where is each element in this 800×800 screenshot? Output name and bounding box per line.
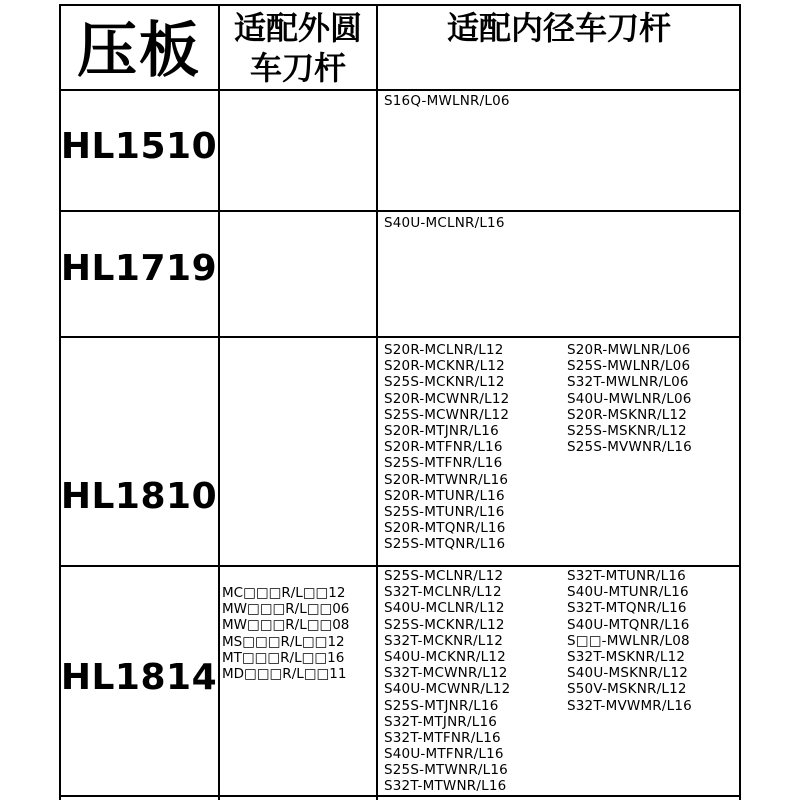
list-item: S20R-MTJNR/L16 [384,422,499,439]
list-item: S40U-MCLNR/L12 [384,600,505,617]
column-divider-1 [218,4,220,800]
model-label: HL1810 [60,476,218,517]
list-item: S32T-MWLNR/L06 [567,374,689,391]
list-item: S25S-MCLNR/L12 [384,568,504,584]
list-item: S20R-MTQNR/L16 [384,520,506,537]
list-item: S40U-MCWNR/L12 [384,681,511,698]
inner-list-left [384,568,510,795]
column-divider-2 [376,4,378,800]
list-item: S25S-MCKNR/L12 [384,616,505,633]
list-item: S40U-MTQNR/L16 [567,616,690,633]
list-item: S50V-MSKNR/L12 [567,681,687,698]
list-item: S25S-MVWNR/L16 [567,439,692,456]
model-label: HL1510 [60,126,218,167]
inner-list-right [567,568,692,714]
list-item: S32T-MTFNR/L16 [384,729,501,746]
list-item: S25S-MCKNR/L12 [384,374,505,391]
header-outer-label [220,8,376,88]
list-item: S32T-MTJNR/L16 [384,713,498,730]
list-item: S20R-MCKNR/L12 [384,358,505,375]
list-item: S40U-MCLNR/L16 [384,215,505,231]
inner-list-left [384,93,510,109]
list-item: MD□□□R/L□□11 [222,665,347,682]
model-label: HL1719 [60,248,218,289]
row-divider-2 [59,336,741,338]
list-item: S20R-MCWNR/L12 [384,390,510,407]
list-item: S32T-MCKNR/L12 [384,632,504,649]
inner-list-left [384,342,509,552]
list-item: S32T-MSKNR/L12 [567,648,686,665]
list-item: S□□-MWLNR/L08 [567,632,690,649]
list-item: S20R-MWLNR/L06 [567,342,691,358]
list-item: S40U-MCKNR/L12 [384,648,506,665]
header-plate-label: 压板 [77,16,201,86]
list-item: MW□□□R/L□□08 [222,617,350,634]
list-item: S20R-MTWNR/L16 [384,471,509,488]
row-divider-4 [59,795,741,797]
list-item: S32T-MCWNR/L12 [384,665,508,682]
list-item: MT□□□R/L□□16 [222,649,345,666]
list-item: S40U-MTUNR/L16 [567,584,689,601]
model-label: HL1814 [60,657,218,698]
header-inner-label: 适配内径车刀杆 [446,9,671,47]
list-item: S32T-MCLNR/L12 [384,584,502,601]
list-item: S20R-MCLNR/L12 [384,342,504,358]
list-item: MS□□□R/L□□12 [222,633,345,650]
list-item: S25S-MTFNR/L16 [384,455,503,472]
list-item: S32T-MTQNR/L16 [567,600,687,617]
inner-list-left [384,215,505,231]
list-item: S25S-MTUNR/L16 [384,503,505,520]
header-outer-label-line2: 车刀杆 [249,49,346,87]
list-item: S25S-MTJNR/L16 [384,697,499,714]
list-item: S25S-MCWNR/L12 [384,406,510,423]
list-item: S32T-MTWNR/L16 [384,778,507,795]
row-divider-1 [59,210,741,212]
row-divider-header [59,89,741,91]
list-item: MW□□□R/L□□06 [222,601,350,618]
inner-list-right [567,342,692,455]
list-item: S20R-MSKNR/L12 [567,406,688,423]
list-item: S25S-MSKNR/L12 [567,422,687,439]
outer-list [222,585,376,682]
list-item: S32T-MTUNR/L16 [567,568,686,584]
list-item: S40U-MTFNR/L16 [384,746,504,763]
list-item: S25S-MTQNR/L16 [384,536,506,553]
row-divider-3 [59,565,741,567]
list-item: S40U-MWLNR/L06 [567,390,692,407]
header-outer-label-line1: 适配外圆 [233,9,362,47]
list-item: MC□□□R/L□□12 [222,585,346,601]
list-item: S25S-MTWNR/L16 [384,762,508,779]
list-item: S40U-MSKNR/L12 [567,665,689,682]
list-item: S32T-MVWMR/L16 [567,697,692,714]
list-item: S20R-MTFNR/L16 [384,439,503,456]
list-item: S20R-MTUNR/L16 [384,487,505,504]
list-item: S16Q-MWLNR/L06 [384,93,510,109]
table-border-right [739,4,741,800]
list-item: S25S-MWLNR/L06 [567,358,691,375]
